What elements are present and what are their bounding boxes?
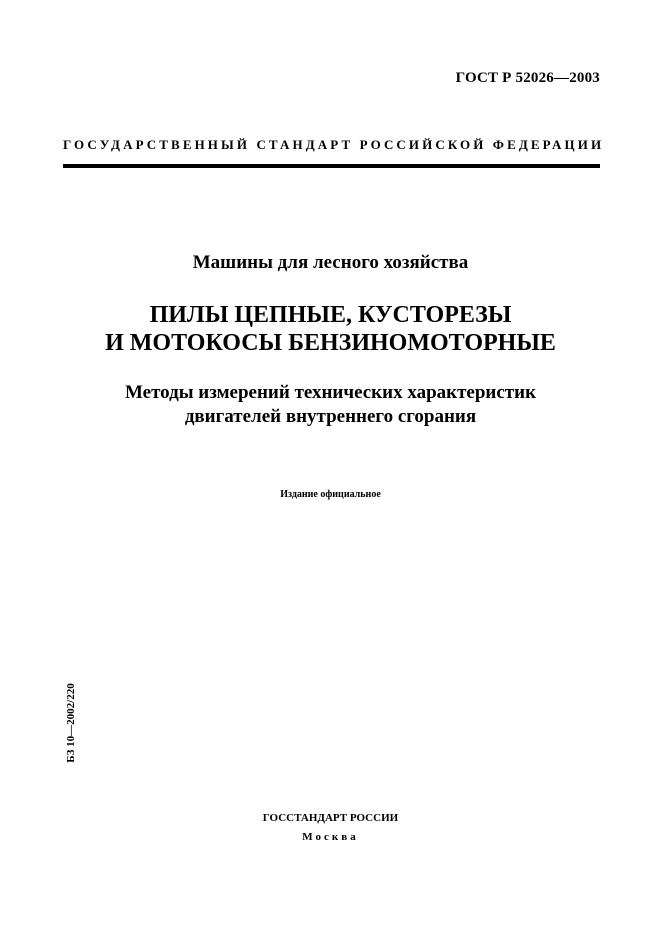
main-title-line-1: ПИЛЫ ЦЕПНЫЕ, КУСТОРЕЗЫ: [149, 302, 512, 328]
publication-city: Москва: [302, 831, 359, 843]
main-title: [0, 301, 661, 357]
side-code: БЗ 10—2002/220: [65, 683, 77, 763]
edition-note: Издание официальное: [280, 489, 381, 500]
standard-number: ГОСТ Р 52026—2003: [455, 70, 600, 86]
subtitle-line-1: Методы измерений технических характеристик: [124, 382, 537, 403]
subtitle: [0, 381, 661, 429]
main-title-line-2: И МОТОКОСЫ БЕНЗИНОМОТОРНЫЕ: [105, 330, 556, 356]
publisher: ГОССТАНДАРТ РОССИИ: [262, 812, 399, 824]
subject-line: Машины для лесного хозяйства: [192, 252, 469, 273]
state-standard-header: ГОСУДАРСТВЕННЫЙ СТАНДАРТ РОССИЙСКОЙ ФЕДЕРАЦИИ: [63, 137, 605, 152]
header-divider: [63, 164, 600, 168]
subtitle-line-2: двигателей внутреннего сгорания: [184, 406, 477, 427]
